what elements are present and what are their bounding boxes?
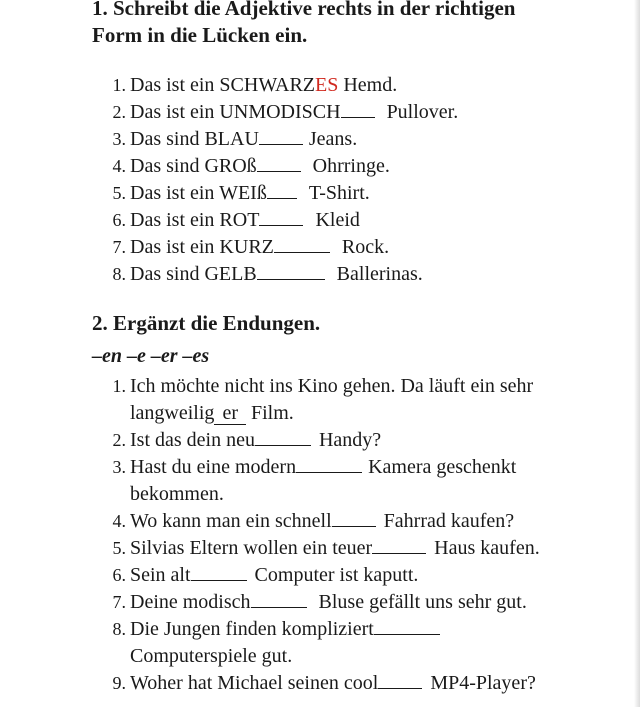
list-item: 6. Sein alt Computer ist kaputt.: [112, 564, 419, 586]
list-item: 1. Ich möchte nicht ins Kino gehen. Da läuft ein sehr langweilig er Film.: [112, 375, 534, 424]
list-item: 2. Ist das dein neu Handy?: [112, 429, 382, 451]
answer-blank[interactable]: [267, 182, 297, 199]
answer-blank[interactable]: [255, 429, 311, 446]
answer-blank[interactable]: [374, 618, 440, 635]
section1-list: [0, 72, 458, 288]
list-item: 6. Das ist ein ROT Kleid: [112, 209, 360, 231]
section2-list: [0, 373, 540, 697]
answer-blank[interactable]: [259, 128, 303, 145]
answer-blank[interactable]: [257, 263, 325, 280]
list-item: 4. Wo kann man ein schnell Fahrrad kaufen?: [112, 510, 515, 532]
answer-example: er: [214, 402, 246, 425]
section1-title-line2: Form in die Lücken ein.: [92, 23, 308, 47]
list-item: 5. Das ist ein WEIß T-Shirt.: [112, 182, 370, 204]
list-item: 8. Das sind GELB Ballerinas.: [112, 263, 423, 285]
answer-blank[interactable]: [296, 456, 362, 473]
page-edge-shadow: [634, 0, 640, 707]
answer-blank[interactable]: [191, 564, 247, 581]
endings-hint: –en –e –er –es: [92, 345, 210, 367]
answer-blank[interactable]: [341, 101, 375, 118]
answer-example: ES: [315, 74, 339, 96]
list-item: 7. Das ist ein KURZ Rock.: [112, 236, 390, 258]
list-item: 7. Deine modisch Bluse gefällt uns sehr gut.: [112, 591, 527, 613]
list-item: 1. Das ist ein SCHWARZES Hemd.: [112, 74, 398, 96]
list-item: 4. Das sind GROß Ohrringe.: [112, 155, 390, 177]
section1-title-line1: 1. Schreibt die Adjektive rechts in der richtigen: [92, 0, 516, 20]
answer-blank[interactable]: [332, 510, 376, 527]
list-item: 3. Das sind BLAU Jeans.: [112, 128, 358, 150]
answer-blank[interactable]: [257, 155, 301, 172]
answer-blank[interactable]: [274, 236, 330, 253]
list-item: 8. Die Jungen finden kompliziert Computerspiele gut.: [0, 616, 540, 670]
list-item: 3. Hast du eine modern Kamera geschenkt bekommen.: [112, 456, 517, 505]
answer-blank[interactable]: [251, 591, 307, 608]
section2-title: 2. Ergänzt die Endungen.: [92, 311, 321, 335]
answer-blank[interactable]: [378, 672, 422, 689]
answer-blank[interactable]: [372, 537, 426, 554]
list-item: 9. Woher hat Michael seinen cool MP4-Player?: [112, 672, 536, 694]
list-item: 5. Silvias Eltern wollen ein teuer Haus kaufen.: [112, 537, 540, 559]
answer-blank[interactable]: [259, 209, 303, 226]
list-item: 2. Das ist ein UNMODISCH Pullover.: [112, 101, 459, 123]
